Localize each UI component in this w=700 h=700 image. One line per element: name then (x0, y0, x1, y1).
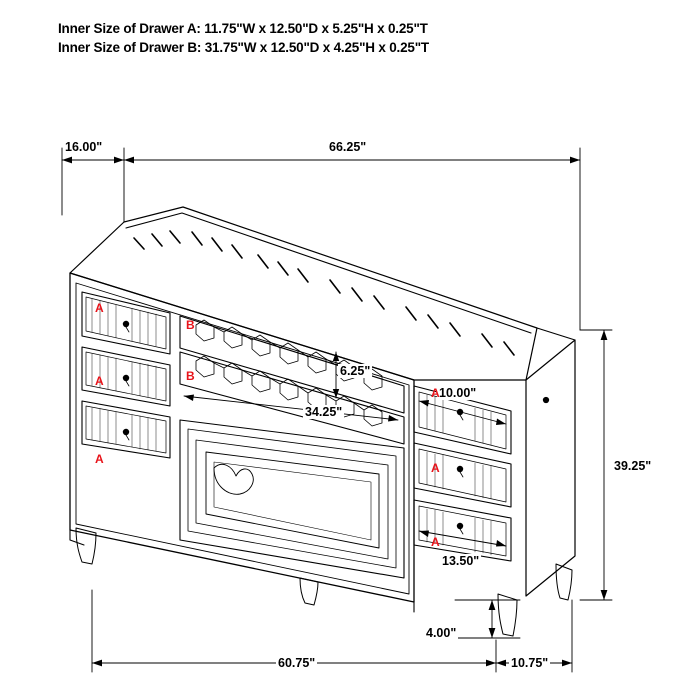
spec-drawer-b: Inner Size of Drawer B: 31.75"W x 12.50"D x 4.25"H x 0.25"T (58, 40, 429, 55)
drawer-tag-b-center-1: B (186, 318, 195, 332)
dim-inner-drawer-height: 6.25" (340, 364, 371, 378)
drawer-tag-a-right-1: A (431, 386, 440, 400)
drawer-tag-a-left-1: A (95, 301, 104, 315)
dim-top-left-depth: 16.00" (65, 140, 103, 154)
drawer-tag-a-left-2: A (95, 374, 104, 388)
drawer-tag-a-right-2: A (431, 461, 440, 475)
drawer-tag-b-center-2: B (186, 369, 195, 383)
drawer-tag-a-left-3: A (95, 452, 104, 466)
dim-overall-height: 39.25" (614, 459, 652, 473)
dim-bottom-right-depth: 10.75" (511, 656, 549, 670)
dim-top-width: 66.25" (329, 140, 367, 154)
dim-right-drawer-width: 10.00" (439, 386, 477, 400)
dim-inner-drawer-width: 34.25" (305, 405, 343, 419)
dim-bottom-width: 60.75" (278, 656, 316, 670)
spec-drawer-a: Inner Size of Drawer A: 11.75"W x 12.50"D x 5.25"H x 0.25"T (58, 21, 428, 36)
dim-lower-right-drawer: 13.50" (442, 554, 480, 568)
dim-leg-height: 4.00" (426, 626, 457, 640)
drawer-tag-a-right-3: A (431, 535, 440, 549)
